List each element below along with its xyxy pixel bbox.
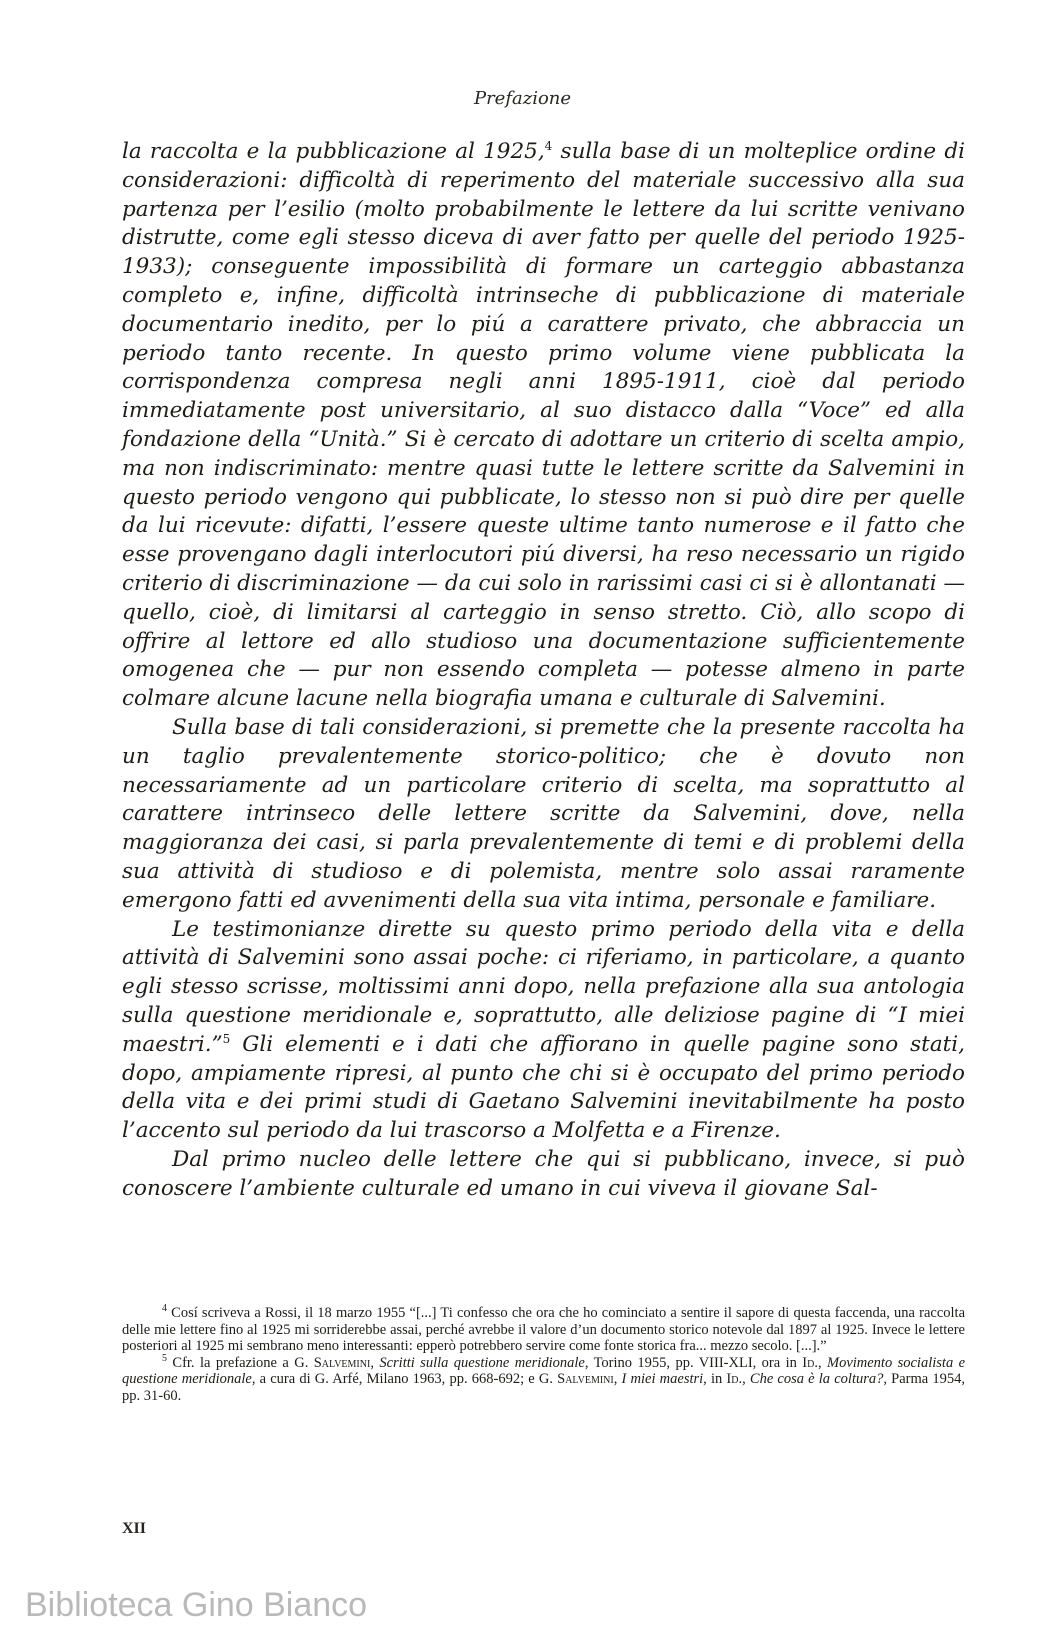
footnote-ref-5: 5 (222, 1031, 231, 1046)
footnote-5-title: Movimento socialista e questione meridionale (122, 1354, 966, 1388)
footnote-4 (122, 1305, 965, 1355)
footnotes (122, 1305, 965, 1405)
running-head: Prefazione (473, 88, 572, 109)
paragraph-4: Dal primo nucleo delle lettere che qui si pubblicano, invece, si può conoscere l’ambiente culturale ed umano in cui viveva il giovane Sal- (122, 1146, 965, 1201)
footnote-5-part: , (742, 1371, 750, 1388)
footnote-4-mark: 4 (162, 1303, 167, 1315)
footnote-5-title: Che cosa è la coltura? (749, 1371, 884, 1388)
footnote-5-mark: 5 (162, 1352, 167, 1364)
footnote-4-text: Cosí scriveva a Rossi, il 18 marzo 1955 “[...] Ti confesso che ora che ho cominciato a sentire il sapore di questa faccenda, una raccolta delle mie lettere fino al 1925 mi sorriderebbe assai, perché avrebbe il valore d’un documento storico notevole dal 1897 al 1925. Invece le lettere posteriori al 1925 mi sembrano meno interessanti: epperò potrebbero servire come fonte storica fra... mezzo secolo. [...].” (122, 1305, 966, 1355)
paragraph-3-text-a: Le testimonianze dirette su questo primo periodo della vita e della attività di Salvemini sono assai poche: ci riferiamo, in particolare, a quanto egli stesso scrisse, moltissimi anni dopo, nella prefazione alla sua antologia sulla questione meridionale e, soprattutto, alle deliziose pagine di “I miei maestri.” (122, 916, 965, 1057)
footnote-5 (122, 1352, 966, 1405)
footnote-5-idem: Id. (726, 1371, 743, 1388)
library-watermark: Biblioteca Gino Bianco (25, 1586, 368, 1624)
footnote-5-part: , in (703, 1371, 727, 1388)
footnote-5-part: , a cura di G. Arfé, Milano 1963, pp. 668-692; e G. (251, 1371, 558, 1388)
body-text (122, 138, 965, 1203)
footnote-5-title: I miei maestri (621, 1371, 704, 1388)
paragraph-1-text-b: sulla base di un molteplice ordine di considerazioni: difficoltà di reperimento del materiale successivo alla sua partenza per l’esilio (molto probabilmente le lettere da lui scritte venivano distrutte, come egli stesso diceva di aver fatto per quelle del periodo 1925-1933); conseguente impossibilità di formare un carteggio abbastanza completo e, infine, difficoltà intrinseche di pubblicazione di materiale documentario inedito, per lo piú a carattere privato, che abbraccia un periodo tanto recente. In questo primo volume viene pubblicata la corrispondenza compresa negli anni 1895-1911, cioè dal periodo immediatamente post universitario, al suo distacco dalla “Voce” ed alla fondazione della “Unità.” Si è cercato di adottare un criterio di scelta ampio, ma non indiscriminato: mentre quasi tutte le lettere scritte da Salvemini in questo periodo vengono qui pubblicate, lo stesso non si può dire per quelle da lui ricevute: difatti, l’essere queste ultime tanto numerose e il fatto che esse provengano dagli interlocutori piú diversi, ha reso necessario un rigido criterio di discriminazione — da cui solo in rarissimi casi ci si è allontanati — quello, cioè, di limitarsi al carteggio in senso stretto. Ciò, allo scopo di offrire al lettore ed allo studioso una documentazione sufficientemente omogenea che — pur non essendo completa — potesse almeno in parte colmare alcune lacune nella biografia umana e culturale di Salvemini. (122, 139, 965, 712)
footnote-5-part: , (817, 1354, 827, 1371)
paragraph-3 (122, 916, 965, 1146)
footnote-5-author: Salvemini (313, 1354, 371, 1371)
footnote-5-part: , (370, 1354, 380, 1371)
paragraph-3-text-b: Gli elementi e i dati che affiorano in quelle pagine sono stati, dopo, ampiamente ripresi, al punto che chi si è occupato del primo periodo della vita e dei primi studi di Gaetano Salvemini inevitabilmente ha posto l’accento sul periodo da lui trascorso a Molfetta e a Firenze. (122, 1031, 965, 1144)
footnote-5-part: , Torino 1955, pp. VIII-XLI, ora in (584, 1354, 803, 1371)
paragraph-1 (122, 138, 965, 714)
paragraph-2: Sulla base di tali considerazioni, si premette che la presente raccolta ha un taglio prevalentemente storico-politico; che è dovuto non necessariamente ad un particolare criterio di scelta, ma soprattutto al carattere intrinseco delle lettere scritte da Salvemini, dove, nella maggioranza dei casi, si parla prevalentemente di temi e di problemi della sua attività di studioso e di polemista, mentre solo assai raramente emergono fatti ed avvenimenti della sua vita intima, personale e familiare. (122, 714, 965, 913)
footnote-ref-4: 4 (544, 138, 553, 153)
footnote-5-part: , Parma 1954, pp. 31-60. (122, 1371, 966, 1404)
footnote-5-part: Cfr. la prefazione a G. (172, 1354, 314, 1371)
footnote-5-idem: Id. (802, 1354, 818, 1371)
page-number: XII (122, 1520, 147, 1537)
footnote-5-part: , (613, 1371, 622, 1388)
footnote-5-author: Salvemini (557, 1371, 614, 1388)
paragraph-1-text-a: la raccolta e la pubblicazione al 1925, (122, 139, 545, 164)
footnote-5-title: Scritti sulla questione meridionale (379, 1354, 585, 1371)
